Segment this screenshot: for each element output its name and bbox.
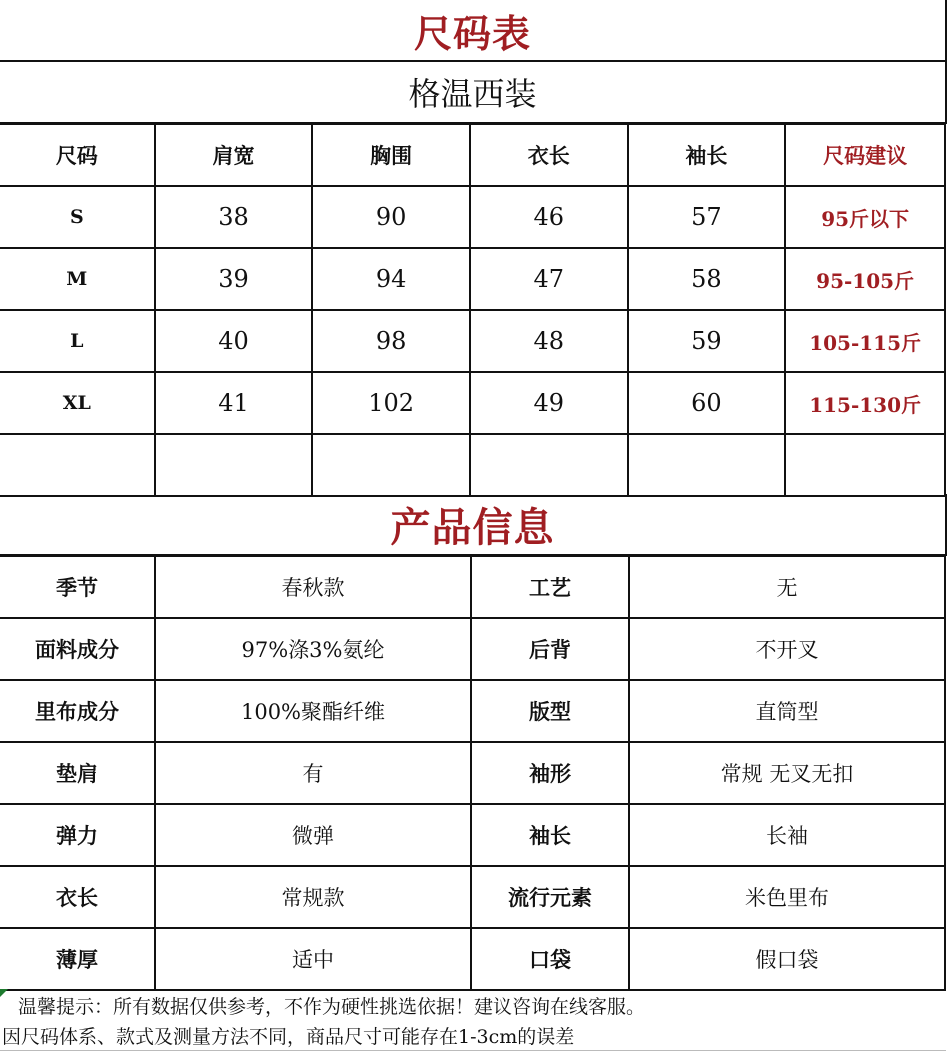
length-cell: [470, 248, 628, 310]
bottom-divider: [0, 1050, 946, 1051]
info-row: [0, 928, 945, 990]
length-value: 49: [533, 389, 565, 417]
header-chest: 胸围: [370, 143, 413, 168]
info-label: 袖长: [529, 823, 571, 848]
chest-value: 102: [368, 389, 415, 417]
product-info-table: [0, 555, 946, 991]
disclaimer-note: 温馨提示：所有数据仅供参考，不作为硬性挑选依据！建议咨询在线客服。: [18, 996, 646, 1018]
table-row: [0, 372, 945, 434]
info-value-cell: [155, 680, 471, 742]
info-row: [0, 556, 945, 618]
chest-value: 94: [375, 265, 407, 293]
table-row: [0, 310, 945, 372]
advice-cell: [785, 372, 945, 434]
info-row: [0, 618, 945, 680]
info-value-cell: [629, 680, 945, 742]
info-label: 面料成分: [35, 637, 119, 662]
size-label: S: [69, 206, 84, 228]
size-label: L: [70, 330, 84, 352]
sleeve-cell: [628, 310, 786, 372]
table-row: [0, 186, 945, 248]
info-row: [0, 742, 945, 804]
info-label-cell: [471, 866, 629, 928]
info-value: 不开叉: [755, 638, 819, 662]
advice-value: 105-115斤: [809, 330, 922, 355]
title-row: [0, 0, 947, 62]
info-label-cell: [471, 618, 629, 680]
advice-value: 95-105斤: [816, 268, 915, 293]
info-value: 长袖: [766, 824, 808, 848]
size-label: XL: [62, 392, 91, 414]
info-value-cell: [155, 928, 471, 990]
chest-cell: [312, 310, 470, 372]
shoulder-cell: [155, 186, 313, 248]
empty-cell: [785, 434, 945, 496]
advice-cell: [785, 310, 945, 372]
header-cell: [155, 124, 313, 186]
chest-cell: [312, 372, 470, 434]
info-label-cell: [471, 928, 629, 990]
size-table: [0, 123, 946, 497]
info-value: 米色里布: [745, 886, 829, 910]
header-advice: 尺码建议: [823, 143, 908, 168]
info-label: 垫肩: [56, 761, 98, 786]
info-label-cell: [471, 556, 629, 618]
info-label-cell: [0, 618, 155, 680]
info-value-cell: [629, 804, 945, 866]
length-cell: [470, 372, 628, 434]
page-title: 尺码表: [413, 10, 531, 56]
info-label: 弹力: [56, 823, 98, 848]
info-value-cell: [155, 866, 471, 928]
sleeve-value: 59: [691, 327, 722, 355]
info-label: 流行元素: [508, 885, 592, 910]
info-value: 有: [302, 762, 324, 786]
empty-cell: [628, 434, 786, 496]
info-label: 薄厚: [56, 947, 98, 972]
info-value-cell: [629, 618, 945, 680]
info-label-cell: [471, 680, 629, 742]
sleeve-cell: [628, 372, 786, 434]
advice-value: 115-130斤: [809, 392, 922, 417]
info-title-row: [0, 494, 947, 556]
advice-value: 95斤以下: [821, 206, 910, 231]
info-value-cell: [155, 618, 471, 680]
info-label: 工艺: [529, 575, 571, 600]
chest-cell: [312, 248, 470, 310]
sleeve-cell: [628, 248, 786, 310]
shoulder-cell: [155, 310, 313, 372]
size-cell: [0, 310, 155, 372]
info-label: 季节: [56, 575, 98, 600]
info-label-cell: [471, 742, 629, 804]
info-value: 春秋款: [281, 576, 345, 600]
info-value: 常规款: [281, 886, 345, 910]
info-value: 97%涤3%氨纶: [241, 638, 385, 662]
header-cell: [312, 124, 470, 186]
header-length: 衣长: [527, 143, 570, 168]
shoulder-value: 39: [218, 265, 249, 293]
measurement-note: 因尺码体系、款式及测量方法不同，商品尺寸可能存在1-3cm的误差: [2, 1026, 575, 1048]
shoulder-value: 41: [218, 389, 249, 417]
length-value: 47: [533, 265, 565, 293]
info-row: [0, 866, 945, 928]
size-cell: [0, 372, 155, 434]
sleeve-cell: [628, 186, 786, 248]
info-value-cell: [629, 866, 945, 928]
info-value-cell: [629, 556, 945, 618]
info-label-cell: [0, 866, 155, 928]
size-cell: [0, 248, 155, 310]
size-label: M: [66, 268, 88, 290]
info-value: 假口袋: [755, 948, 819, 972]
info-value: 无: [776, 576, 798, 600]
info-value: 100%聚酯纤维: [240, 700, 386, 724]
info-label-cell: [0, 928, 155, 990]
header-sleeve: 袖长: [685, 143, 728, 168]
empty-row: [0, 434, 945, 496]
product-name: 格温西装: [408, 74, 537, 113]
info-value: 常规 无叉无扣: [720, 762, 854, 786]
advice-cell: [785, 186, 945, 248]
info-value: 微弹: [292, 824, 334, 848]
shoulder-cell: [155, 248, 313, 310]
info-title: 产品信息: [390, 503, 555, 551]
header-shoulder: 肩宽: [212, 143, 255, 168]
header-cell: [628, 124, 786, 186]
sleeve-value: 60: [691, 389, 722, 417]
info-label-cell: [0, 556, 155, 618]
info-value-cell: [155, 556, 471, 618]
info-value: 适中: [292, 948, 334, 972]
length-value: 48: [533, 327, 565, 355]
info-label-cell: [471, 804, 629, 866]
info-label-cell: [0, 680, 155, 742]
cell-comment-marker: [0, 989, 8, 997]
header-cell: [0, 124, 155, 186]
info-value-cell: [629, 928, 945, 990]
info-value: 直筒型: [755, 700, 819, 724]
info-label: 袖形: [529, 761, 571, 786]
sleeve-value: 57: [691, 203, 722, 231]
info-label: 衣长: [56, 885, 98, 910]
size-cell: [0, 186, 155, 248]
chest-value: 90: [375, 203, 407, 231]
empty-cell: [0, 434, 155, 496]
product-name-row: [0, 61, 947, 124]
length-value: 46: [533, 203, 565, 231]
advice-cell: [785, 248, 945, 310]
length-cell: [470, 310, 628, 372]
info-label: 版型: [529, 699, 571, 724]
info-value-cell: [155, 804, 471, 866]
header-size: 尺码: [55, 143, 98, 168]
info-row: [0, 804, 945, 866]
shoulder-value: 38: [218, 203, 249, 231]
header-cell: [785, 124, 945, 186]
header-cell: [470, 124, 628, 186]
info-row: [0, 680, 945, 742]
empty-cell: [312, 434, 470, 496]
chest-cell: [312, 186, 470, 248]
size-table-header: [0, 124, 945, 186]
chest-value: 98: [375, 327, 407, 355]
length-cell: [470, 186, 628, 248]
info-value-cell: [155, 742, 471, 804]
shoulder-value: 40: [218, 327, 249, 355]
table-row: [0, 248, 945, 310]
empty-cell: [470, 434, 628, 496]
info-label: 后背: [529, 637, 571, 662]
info-label-cell: [0, 804, 155, 866]
shoulder-cell: [155, 372, 313, 434]
info-label-cell: [0, 742, 155, 804]
info-label: 里布成分: [35, 699, 119, 724]
empty-cell: [155, 434, 313, 496]
sleeve-value: 58: [691, 265, 722, 293]
info-value-cell: [629, 742, 945, 804]
info-label: 口袋: [529, 947, 571, 972]
